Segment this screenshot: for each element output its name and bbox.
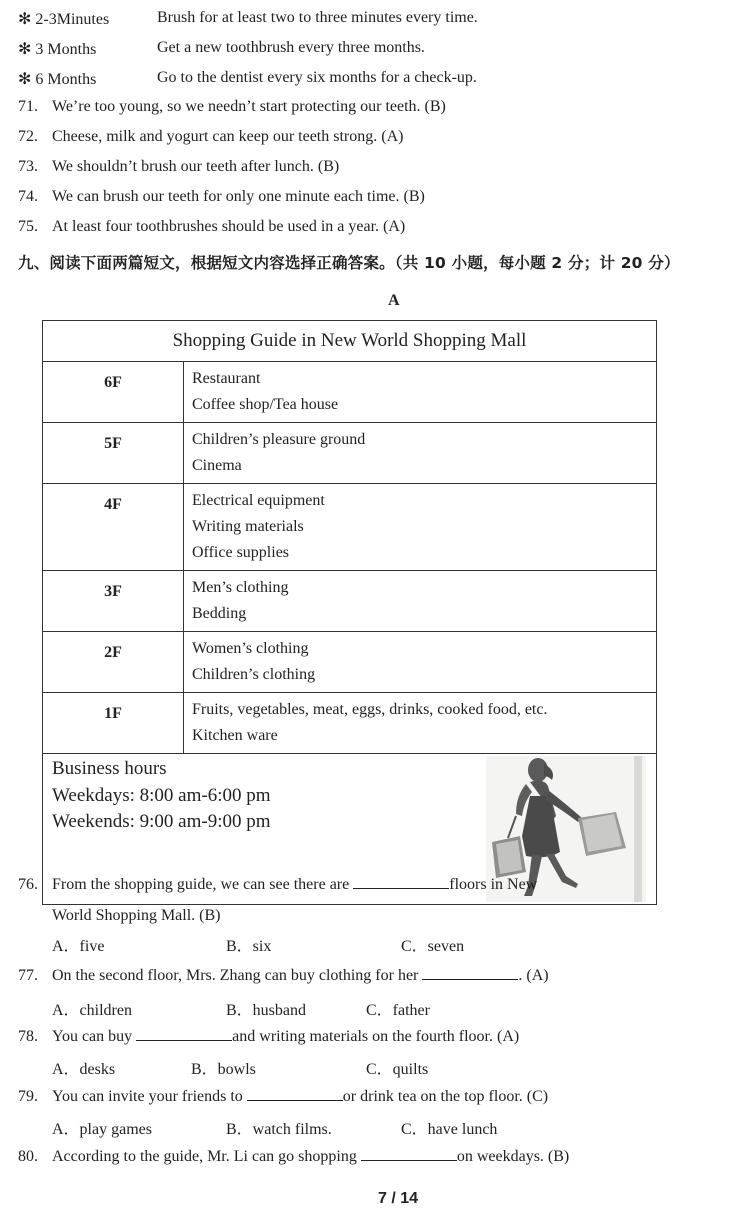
question-number: 80.	[18, 1148, 38, 1165]
floor-item: Cinema	[192, 457, 242, 474]
question-number: 76.	[18, 876, 38, 893]
floor-item: Office supplies	[192, 544, 290, 561]
floor-row	[43, 571, 657, 632]
floor-item: Men’s clothing	[192, 579, 289, 596]
question-text: From the shopping guide, we can see there are	[52, 876, 354, 893]
question-text: You can invite your friends to	[52, 1088, 247, 1105]
statement-text: Cheese, milk and yogurt can keep our teeth strong. (A)	[52, 128, 404, 145]
floor-items	[184, 484, 657, 571]
statement-number: 72.	[18, 128, 38, 145]
question-79	[18, 1086, 548, 1106]
question-77	[18, 965, 549, 985]
statement-74	[18, 188, 425, 206]
tip-text: Get a new toothbrush every three months.	[157, 39, 425, 56]
question-text-after: . (A)	[518, 967, 549, 984]
answer-blank	[247, 1086, 343, 1101]
floor-items	[184, 632, 657, 693]
option-b: B．watch films.	[226, 1121, 332, 1138]
option-c: C．father	[366, 1002, 430, 1019]
statement-text: We can brush our teeth for only one minute each time. (B)	[52, 188, 425, 205]
statement-text: We shouldn’t brush our teeth after lunch. (B)	[52, 158, 340, 175]
floor-label: 1F	[43, 693, 184, 754]
floor-row	[43, 362, 657, 423]
floor-item: Children’s clothing	[192, 666, 316, 683]
option-c: C．seven	[401, 938, 465, 955]
question-text-after: and writing materials on the fourth floor. (A)	[232, 1028, 520, 1045]
statement-number: 74.	[18, 188, 38, 205]
question-text: On the second floor, Mrs. Zhang can buy clothing for her	[52, 967, 423, 984]
floor-item: Coffee shop/Tea house	[192, 396, 339, 413]
question-text: According to the guide, Mr. Li can go shopping	[52, 1148, 361, 1165]
statement-71	[18, 98, 446, 116]
option-a: A．play games	[52, 1121, 152, 1138]
floor-label: 6F	[43, 362, 184, 423]
floor-label: 2F	[43, 632, 184, 693]
option-b: B．bowls	[191, 1061, 256, 1078]
statement-73	[18, 158, 339, 176]
question-80	[18, 1146, 569, 1166]
floor-item: Women’s clothing	[192, 640, 309, 657]
option-a: A．five	[52, 938, 105, 955]
weekend-hours: Weekends: 9:00 am-9:00 pm	[52, 811, 271, 832]
answer-blank	[422, 965, 518, 980]
guide-title: Shopping Guide in New World Shopping Mall	[43, 321, 657, 362]
statement-75	[18, 218, 405, 236]
question-number: 78.	[18, 1028, 38, 1045]
floor-items	[184, 362, 657, 423]
passage-label: A	[388, 292, 400, 309]
business-hours	[52, 756, 271, 836]
tip-key: ✻ 6 Months	[18, 71, 97, 88]
business-hours-title: Business hours	[52, 758, 167, 779]
floor-item: Electrical equipment	[192, 492, 325, 509]
floor-items	[184, 423, 657, 484]
option-c: C．quilts	[366, 1061, 429, 1078]
floor-item: Kitchen ware	[192, 727, 278, 744]
floor-row	[43, 484, 657, 571]
floor-label: 4F	[43, 484, 184, 571]
statement-number: 75.	[18, 218, 38, 235]
floor-item: Children’s pleasure ground	[192, 431, 366, 448]
question-text: You can buy	[52, 1028, 137, 1045]
floor-item: Restaurant	[192, 370, 261, 387]
tip-text: Go to the dentist every six months for a check-up.	[157, 69, 477, 86]
tip-key: ✻ 2-3Minutes	[18, 11, 110, 28]
floor-item: Writing materials	[192, 518, 304, 535]
page-number: 7 / 14	[378, 1190, 419, 1207]
section-heading: 九、阅读下面两篇短文，根据短文内容选择正确答案。（共 10 小题，每小题 2 分；计 20 分）	[18, 254, 680, 272]
question-text-after: floors in New	[449, 876, 538, 893]
option-c: C．have lunch	[401, 1121, 498, 1138]
question-76	[18, 874, 537, 894]
tip-key: ✻ 3 Months	[18, 41, 97, 58]
floor-label: 3F	[43, 571, 184, 632]
guide-title-row	[43, 321, 657, 362]
statement-text: At least four toothbrushes should be used in a year. (A)	[52, 218, 406, 235]
answer-blank	[353, 874, 449, 889]
option-a: A．children	[52, 1002, 132, 1019]
floor-row	[43, 423, 657, 484]
statement-72	[18, 128, 403, 146]
question-text-after: or drink tea on the top floor. (C)	[342, 1088, 549, 1105]
question-number: 79.	[18, 1088, 38, 1105]
statement-text: We’re too young, so we needn’t start protecting our teeth. (B)	[52, 98, 446, 115]
weekday-hours: Weekdays: 8:00 am-6:00 pm	[52, 784, 271, 806]
floor-items	[184, 693, 657, 754]
option-b: B．husband	[226, 1002, 307, 1019]
question-number: 77.	[18, 967, 38, 984]
option-a: A．desks	[52, 1061, 116, 1078]
question-continuation: World Shopping Mall. (B)	[52, 907, 221, 924]
floor-row	[43, 693, 657, 754]
answer-blank	[136, 1026, 232, 1041]
floor-label: 5F	[43, 423, 184, 484]
floor-row	[43, 632, 657, 693]
statement-number: 71.	[18, 98, 38, 115]
floor-item: Bedding	[192, 605, 247, 622]
shopping-guide-table	[42, 320, 657, 905]
statement-number: 73.	[18, 158, 38, 175]
question-78	[18, 1026, 519, 1046]
option-b: B．six	[226, 938, 272, 955]
tip-text: Brush for at least two to three minutes every time.	[157, 9, 478, 26]
floor-item: Fruits, vegetables, meat, eggs, drinks, cooked food, etc.	[192, 701, 548, 718]
question-text-after: on weekdays. (B)	[456, 1148, 570, 1165]
answer-blank	[361, 1146, 457, 1161]
floor-items	[184, 571, 657, 632]
